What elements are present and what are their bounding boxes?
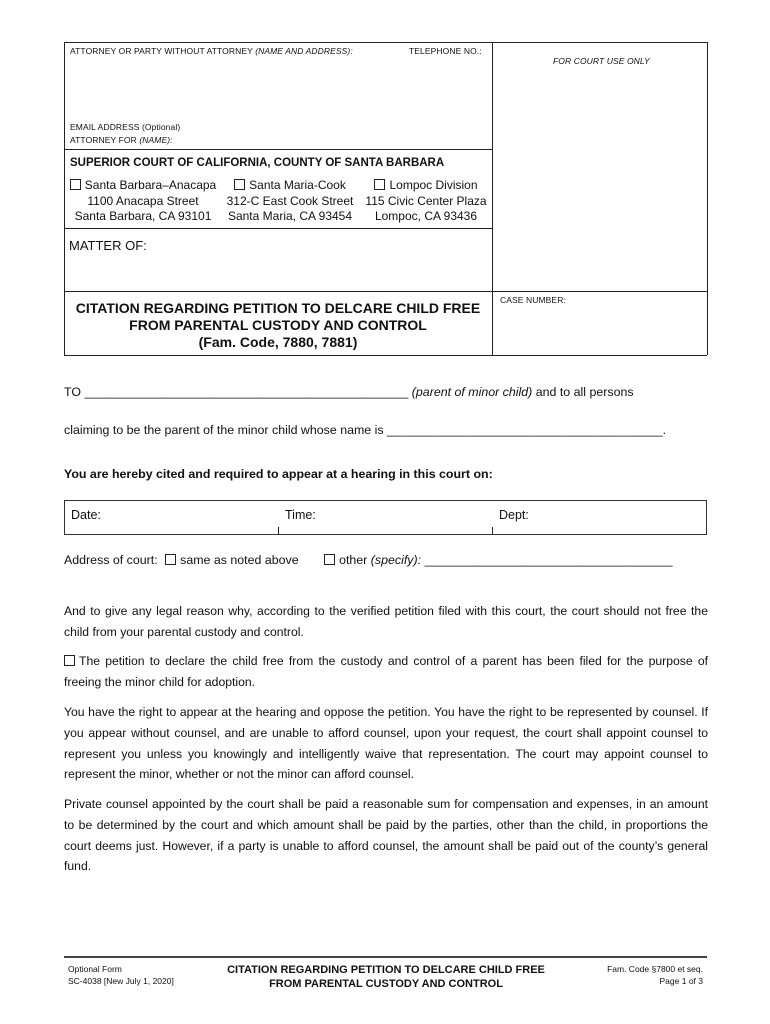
footer-left	[68, 963, 174, 987]
footer-title-line1: CITATION REGARDING PETITION TO DELCARE CHILD FREE	[227, 964, 545, 976]
matter-of-label: MATTER OF:	[69, 238, 147, 253]
checkbox-same-as-above[interactable]	[165, 554, 176, 565]
cited-heading: You are hereby cited and required to appear at a hearing in this court on:	[64, 467, 493, 481]
child-name-blank[interactable]: ________________________________________.	[387, 423, 667, 437]
court-location-santa-barbara	[68, 178, 218, 225]
parent-name-blank[interactable]: _______________________________________________	[84, 385, 409, 399]
footer-right	[560, 963, 703, 987]
footer-title-line2: FROM PARENTAL CUSTODY AND CONTROL	[269, 977, 503, 990]
attorney-label	[70, 46, 353, 56]
location-street: 312-C East Cook Street	[226, 193, 354, 208]
address-of-court	[64, 553, 673, 567]
hearing-date-field[interactable]	[110, 504, 275, 530]
attorney-label-text: ATTORNEY OR PARTY WITHOUT ATTORNEY	[70, 46, 253, 56]
court-title: SUPERIOR COURT OF CALIFORNIA, COUNTY OF SANTA BARBARA	[70, 157, 445, 169]
hearing-time-label: Time:	[285, 508, 316, 522]
footer-code-ref: Fam. Code §7800 et seq.	[607, 964, 703, 974]
location-name: Santa Maria-Cook	[249, 178, 346, 192]
other-address-blank[interactable]: ____________________________________	[424, 553, 673, 567]
other-specify-label: (specify):	[370, 553, 422, 567]
hearing-dept-label: Dept:	[499, 508, 529, 522]
court-location-santa-maria	[222, 178, 358, 225]
hearing-date-label: Date:	[71, 508, 101, 522]
other-label: other	[339, 553, 368, 567]
attorney-name-address-field[interactable]	[66, 58, 490, 120]
location-name: Santa Barbara–Anacapa	[84, 178, 217, 192]
paragraph-private-counsel: Private counsel appointed by the court shall be paid a reasonable sum for compensation and expenses, in an amount to be determined by the court and which amount shall be paid by the parties, other than the child, in proportions the court deems just. However, if a party is unable to afford counsel, the amount shall be paid out of the county’s general fund.	[64, 797, 708, 874]
checkbox-santa-maria[interactable]	[234, 179, 245, 190]
footer-form-number: SC-4038 [New July 1, 2020]	[68, 976, 174, 986]
footer-page-number: Page 1 of 3	[659, 976, 703, 986]
checkbox-santa-barbara[interactable]	[70, 179, 81, 190]
paragraph-adoption	[64, 651, 708, 693]
footer-title	[210, 964, 562, 991]
address-court-label: Address of court:	[64, 553, 158, 567]
location-street: 1100 Anacapa Street	[87, 193, 199, 208]
attorney-for-text: ATTORNEY FOR	[70, 135, 137, 145]
footer-rule	[64, 956, 707, 958]
checkbox-adoption[interactable]	[64, 655, 75, 666]
paragraph-reason: And to give any legal reason why, according to the verified petition filed with this court, the court should not free the child from your parental custody and control.	[64, 604, 708, 639]
hearing-time-field[interactable]	[322, 504, 488, 530]
footer-optional-form: Optional Form	[68, 964, 122, 974]
paragraph-rights: You have the right to appear at the hearing and oppose the petition. You have the right to be represented by counsel. If you appear without counsel, and are unable to afford counsel, upon your request, the court shall appoint counsel to represent you unless you knowingly and intelligently waive that representation. The court may appoint counsel to represent the minor, whether or not the minor can afford counsel.	[64, 705, 708, 782]
hearing-dept-field[interactable]	[535, 504, 703, 530]
location-city: Lompoc, CA 93436	[374, 209, 478, 223]
attorney-for-label	[70, 135, 173, 145]
location-city: Santa Maria, CA 93454	[227, 209, 353, 223]
case-number-label: CASE NUMBER:	[500, 295, 566, 305]
court-location-lompoc	[362, 178, 490, 225]
location-name: Lompoc Division	[389, 178, 478, 192]
to-line	[64, 385, 708, 399]
location-city: Santa Barbara, CA 93101	[74, 209, 212, 223]
claiming-text: claiming to be the parent of the minor child whose name is	[64, 423, 384, 437]
form-title-line1: CITATION REGARDING PETITION TO DELCARE CHILD FREE	[75, 300, 481, 316]
case-number-field[interactable]	[494, 308, 705, 353]
form-title	[64, 300, 492, 351]
to-italic-note: (parent of minor child)	[411, 385, 533, 399]
court-use-label: FOR COURT USE ONLY	[553, 56, 650, 66]
to-prefix: TO	[64, 385, 81, 399]
email-label: EMAIL ADDRESS (Optional)	[70, 122, 181, 132]
checkbox-lompoc[interactable]	[374, 179, 385, 190]
location-street: 115 Civic Center Plaza	[365, 193, 487, 208]
form-title-line2: FROM PARENTAL CUSTODY AND CONTROL	[129, 317, 427, 333]
matter-of-field[interactable]	[66, 256, 490, 289]
claiming-line	[64, 423, 666, 437]
attorney-label-italic: (NAME AND ADDRESS):	[255, 46, 353, 56]
to-suffix: and to all persons	[535, 385, 634, 399]
attorney-for-italic: (NAME):	[139, 135, 173, 145]
adoption-text: The petition to declare the child free from the custody and control of a parent has been filed for the purpose of freeing the minor child for adoption.	[64, 654, 708, 689]
form-title-line3: (Fam. Code, 7880, 7881)	[198, 334, 358, 350]
checkbox-other[interactable]	[324, 554, 335, 565]
same-as-above-label: same as noted above	[180, 553, 299, 567]
telephone-label: TELEPHONE NO.:	[409, 46, 482, 56]
